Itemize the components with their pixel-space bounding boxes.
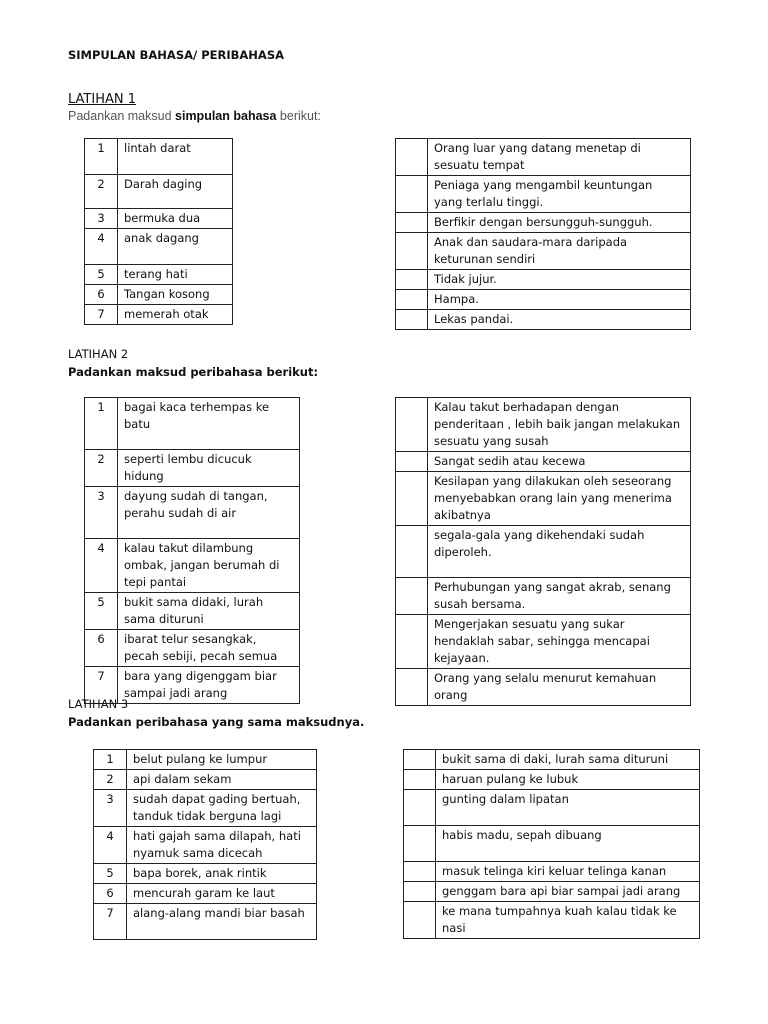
latihan1-right-table — [395, 138, 691, 330]
answer-cell[interactable] — [404, 750, 436, 770]
answer-cell[interactable] — [396, 615, 428, 669]
row-number: 3 — [94, 790, 127, 827]
table-row — [396, 270, 691, 290]
table-row — [94, 884, 317, 904]
latihan3-right-table — [403, 749, 700, 939]
table-row — [404, 882, 700, 902]
table-row — [85, 305, 233, 325]
row-number: 6 — [85, 630, 118, 667]
row-number: 7 — [85, 667, 118, 704]
row-number: 1 — [85, 398, 118, 450]
row-number: 2 — [85, 175, 118, 209]
item-text: bapa borek, anak rintik — [127, 864, 317, 884]
table-row — [85, 487, 300, 539]
table-row — [85, 139, 233, 175]
row-number: 6 — [85, 285, 118, 305]
item-text: dayung sudah di tangan, perahu sudah di air — [118, 487, 300, 539]
item-text: memerah otak — [118, 305, 233, 325]
latihan2-instruction: Padankan maksud peribahasa berikut: — [68, 365, 319, 379]
table-row — [404, 902, 700, 939]
item-text: bukit sama didaki, lurah sama dituruni — [118, 593, 300, 630]
answer-cell[interactable] — [404, 826, 436, 862]
table-row — [85, 450, 300, 487]
answer-cell[interactable] — [404, 882, 436, 902]
row-number: 7 — [94, 904, 127, 940]
latihan3-left-table — [93, 749, 317, 940]
table-row — [85, 630, 300, 667]
table-row — [404, 862, 700, 882]
table-row — [85, 398, 300, 450]
table-row — [396, 472, 691, 526]
row-number: 7 — [85, 305, 118, 325]
latihan1-instruction: Padankan maksud simpulan bahasa berikut: — [68, 109, 321, 123]
meaning-text: Mengerjakan sesuatu yang sukar hendaklah sabar, sehingga mencapai kejayaan. — [428, 615, 691, 669]
table-row — [94, 904, 317, 940]
meaning-text: genggam bara api biar sampai jadi arang — [436, 882, 700, 902]
item-text: bermuka dua — [118, 209, 233, 229]
meaning-text: segala-gala yang dikehendaki sudah diperoleh. — [428, 526, 691, 578]
row-number: 1 — [94, 750, 127, 770]
row-number: 5 — [85, 265, 118, 285]
answer-cell[interactable] — [396, 139, 428, 176]
meaning-text: Anak dan saudara-mara daripada keturunan sendiri — [428, 233, 691, 270]
meaning-text: Orang luar yang datang menetap di sesuatu tempat — [428, 139, 691, 176]
latihan1-left-table — [84, 138, 233, 325]
meaning-text: Orang yang selalu menurut kemahuan orang — [428, 669, 691, 706]
answer-cell[interactable] — [404, 790, 436, 826]
meaning-text: Hampa. — [428, 290, 691, 310]
meaning-text: masuk telinga kiri keluar telinga kanan — [436, 862, 700, 882]
table-row — [396, 526, 691, 578]
row-number: 3 — [85, 209, 118, 229]
latihan3-title: LATIHAN 3 — [68, 697, 129, 711]
answer-cell[interactable] — [396, 233, 428, 270]
item-text: seperti lembu dicucuk hidung — [118, 450, 300, 487]
table-row — [85, 175, 233, 209]
answer-cell[interactable] — [396, 669, 428, 706]
row-number: 4 — [85, 229, 118, 265]
table-row — [396, 233, 691, 270]
row-number: 1 — [85, 139, 118, 175]
item-text: terang hati — [118, 265, 233, 285]
row-number: 4 — [94, 827, 127, 864]
table-row — [94, 790, 317, 827]
item-text: Tangan kosong — [118, 285, 233, 305]
latihan1-title: LATIHAN 1 — [68, 92, 136, 107]
meaning-text: Peniaga yang mengambil keuntungan yang terlalu tinggi. — [428, 176, 691, 213]
answer-cell[interactable] — [396, 290, 428, 310]
row-number: 6 — [94, 884, 127, 904]
table-row — [85, 539, 300, 593]
item-text: anak dagang — [118, 229, 233, 265]
latihan2-left-table — [84, 397, 300, 704]
table-row — [94, 770, 317, 790]
answer-cell[interactable] — [396, 472, 428, 526]
item-text: ibarat telur sesangkak, pecah sebiji, pecah semua — [118, 630, 300, 667]
table-row — [85, 229, 233, 265]
answer-cell[interactable] — [396, 270, 428, 290]
table-row — [404, 826, 700, 862]
table-row — [396, 615, 691, 669]
row-number: 3 — [85, 487, 118, 539]
item-text: alang-alang mandi biar basah — [127, 904, 317, 940]
row-number: 5 — [94, 864, 127, 884]
row-number: 4 — [85, 539, 118, 593]
item-text: sudah dapat gading bertuah, tanduk tidak berguna lagi — [127, 790, 317, 827]
item-text: lintah darat — [118, 139, 233, 175]
table-row — [85, 209, 233, 229]
item-text: hati gajah sama dilapah, hati nyamuk sama dicecah — [127, 827, 317, 864]
item-text: api dalam sekam — [127, 770, 317, 790]
meaning-text: ke mana tumpahnya kuah kalau tidak ke nasi — [436, 902, 700, 939]
answer-cell[interactable] — [396, 526, 428, 578]
answer-cell[interactable] — [396, 452, 428, 472]
meaning-text: bukit sama di daki, lurah sama dituruni — [436, 750, 700, 770]
table-row — [396, 290, 691, 310]
meaning-text: habis madu, sepah dibuang — [436, 826, 700, 862]
answer-cell[interactable] — [396, 213, 428, 233]
page-title: SIMPULAN BAHASA/ PERIBAHASA — [68, 48, 284, 62]
meaning-text: haruan pulang ke lubuk — [436, 770, 700, 790]
latihan2-right-table — [395, 397, 691, 706]
meaning-text: Perhubungan yang sangat akrab, senang susah bersama. — [428, 578, 691, 615]
meaning-text: Berfikir dengan bersungguh-sungguh. — [428, 213, 691, 233]
item-text: Darah daging — [118, 175, 233, 209]
item-text: mencurah garam ke laut — [127, 884, 317, 904]
table-row — [396, 213, 691, 233]
meaning-text: Kesilapan yang dilakukan oleh seseorang menyebabkan orang lain yang menerima akibatnya — [428, 472, 691, 526]
latihan2-title: LATIHAN 2 — [68, 347, 129, 361]
table-row — [404, 750, 700, 770]
latihan3-instruction: Padankan peribahasa yang sama maksudnya. — [68, 715, 365, 729]
item-text: kalau takut dilambung ombak, jangan berumah di tepi pantai — [118, 539, 300, 593]
meaning-text: Sangat sedih atau kecewa — [428, 452, 691, 472]
table-row — [94, 864, 317, 884]
table-row — [404, 770, 700, 790]
item-text: bagai kaca terhempas ke batu — [118, 398, 300, 450]
table-row — [396, 669, 691, 706]
table-row — [85, 265, 233, 285]
item-text: belut pulang ke lumpur — [127, 750, 317, 770]
item-text: bara yang digenggam biar sampai jadi arang — [118, 667, 300, 704]
table-row — [396, 578, 691, 615]
table-row — [85, 285, 233, 305]
table-row — [396, 452, 691, 472]
table-row — [396, 310, 691, 330]
answer-cell[interactable] — [404, 862, 436, 882]
meaning-text: Kalau takut berhadapan dengan penderitaan , lebih baik jangan melakukan sesuatu yang susah — [428, 398, 691, 452]
answer-cell[interactable] — [404, 902, 436, 939]
answer-cell[interactable] — [396, 310, 428, 330]
answer-cell[interactable] — [396, 176, 428, 213]
row-number: 2 — [85, 450, 118, 487]
answer-cell[interactable] — [396, 398, 428, 452]
table-row — [396, 176, 691, 213]
row-number: 5 — [85, 593, 118, 630]
meaning-text: Tidak jujur. — [428, 270, 691, 290]
answer-cell[interactable] — [396, 578, 428, 615]
table-row — [396, 139, 691, 176]
meaning-text: Lekas pandai. — [428, 310, 691, 330]
table-row — [94, 827, 317, 864]
table-row — [94, 750, 317, 770]
table-row — [404, 790, 700, 826]
table-row — [85, 593, 300, 630]
row-number: 2 — [94, 770, 127, 790]
answer-cell[interactable] — [404, 770, 436, 790]
meaning-text: gunting dalam lipatan — [436, 790, 700, 826]
table-row — [396, 398, 691, 452]
